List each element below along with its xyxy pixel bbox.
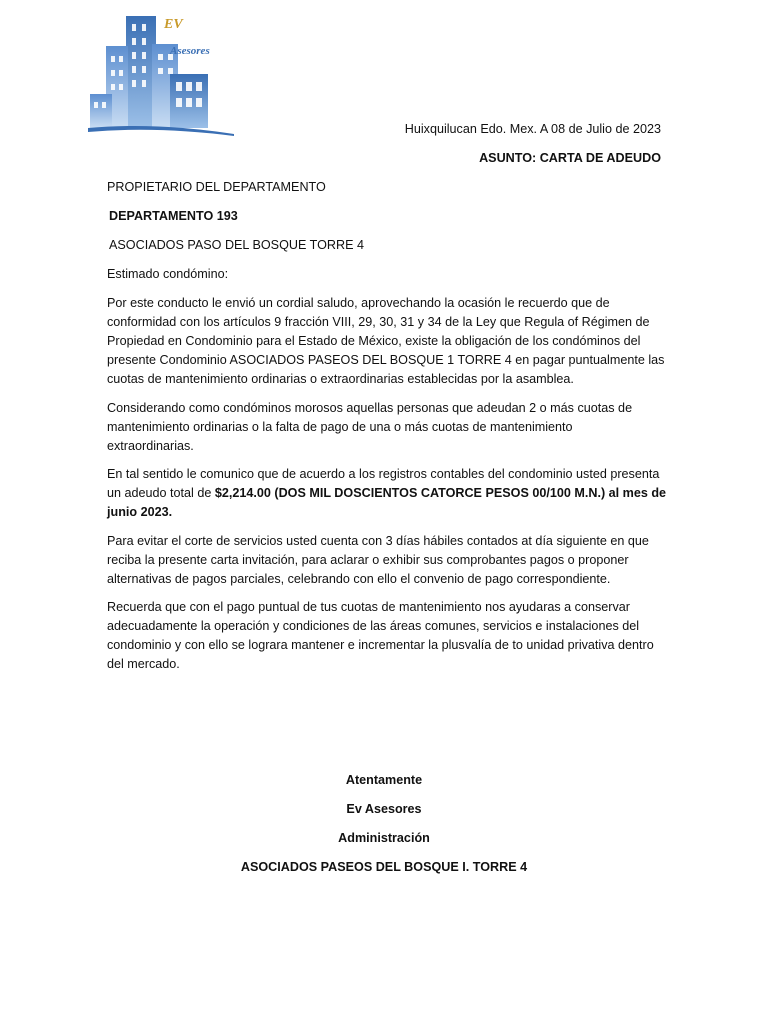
paragraph-line: alternativas de pagos parciales, celebrando con ello el convenio de pago correspondiente. xyxy=(107,571,611,586)
paragraph-line: En tal sentido le comunico que de acuerdo a los registros contables del condominio usted presenta xyxy=(107,467,660,481)
paragraph-line: Por este conducto le envió un cordial saludo, aprovechando la ocasión le recuerdo que de xyxy=(107,296,610,310)
paragraph-line: Para evitar el corte de servicios usted cuenta con 3 días hábiles contados at día siguiente en que xyxy=(107,534,649,548)
debt-intro-text: un adeudo total de xyxy=(107,485,215,500)
paragraph-line: adecuadamente la operación y condiciones de las áreas comunes, servicios e instalaciones del xyxy=(107,618,640,633)
company-logo xyxy=(86,10,238,136)
paragraph-line: reciba la presente carta invitación, para aclarar o exhibir sus comprobantes pagos o proponer xyxy=(107,552,629,567)
debt-period: junio 2023. xyxy=(107,504,173,519)
paragraph-4 xyxy=(107,532,663,589)
closing-condominium: ASOCIADOS PASEOS DEL BOSQUE I. TORRE 4 xyxy=(240,860,528,874)
paragraph-2 xyxy=(107,399,663,456)
logo-brand-text: Asesores xyxy=(170,45,210,57)
recipient-line-1: PROPIETARIO DEL DEPARTAMENTO xyxy=(107,180,326,194)
place-date: Huixquilucan Edo. Mex. A 08 de Julio de 2023 xyxy=(404,122,661,136)
closing-regards: Atentamente xyxy=(345,773,423,787)
paragraph-line: Propiedad en Condominio para el Estado de México, existe la obligación de los condóminos del xyxy=(107,333,641,348)
paragraph-line: presente Condominio ASOCIADOS PASEOS DEL BOSQUE 1 TORRE 4 en pagar puntualmente las xyxy=(107,352,665,367)
paragraph-line: conformidad con los artículos 9 fracción VIII, 29, 30, 31 y 34 de la Ley que Regula of Régimen de xyxy=(107,314,650,329)
paragraph-line: del mercado. xyxy=(107,656,180,671)
greeting: Estimado condómino: xyxy=(107,267,229,281)
paragraph-line xyxy=(107,484,667,503)
paragraph-line: mantenimiento ordinarias o la falta de pago de una o más cuotas de mantenimiento xyxy=(107,419,573,434)
recipient-line-3: ASOCIADOS PASO DEL BOSQUE TORRE 4 xyxy=(109,238,364,252)
paragraph-5 xyxy=(107,598,663,674)
paragraph-line: condominio y con ello se lograra mantener e incrementar la plusvalía de to unidad privativa dentro xyxy=(107,637,654,652)
paragraph-1 xyxy=(107,294,663,389)
closing-department: Administración xyxy=(338,831,430,845)
closing-company: Ev Asesores xyxy=(346,802,422,816)
recipient-line-2: DEPARTAMENTO 193 xyxy=(109,209,238,223)
paragraph-3 xyxy=(107,465,667,522)
paragraph-line: cuotas de mantenimiento ordinarias o extraordinarias establecidas por la asamblea. xyxy=(107,371,574,386)
paragraph-line: Recuerda que con el pago puntual de tus cuotas de mantenimiento nos ayudaras a conservar xyxy=(107,600,630,614)
paragraph-line: Considerando como condóminos morosos aquellas personas que adeudan 2 o más cuotas de xyxy=(107,401,633,415)
subject-line: ASUNTO: CARTA DE ADEUDO xyxy=(479,151,661,165)
debt-amount: $2,214.00 (DOS MIL DOSCIENTOS CATORCE PESOS 00/100 M.N.) al mes de xyxy=(214,485,667,500)
logo-mark-text: EV xyxy=(164,17,183,32)
buildings-logo-icon xyxy=(86,10,238,136)
paragraph-line: extraordinarias. xyxy=(107,438,194,453)
